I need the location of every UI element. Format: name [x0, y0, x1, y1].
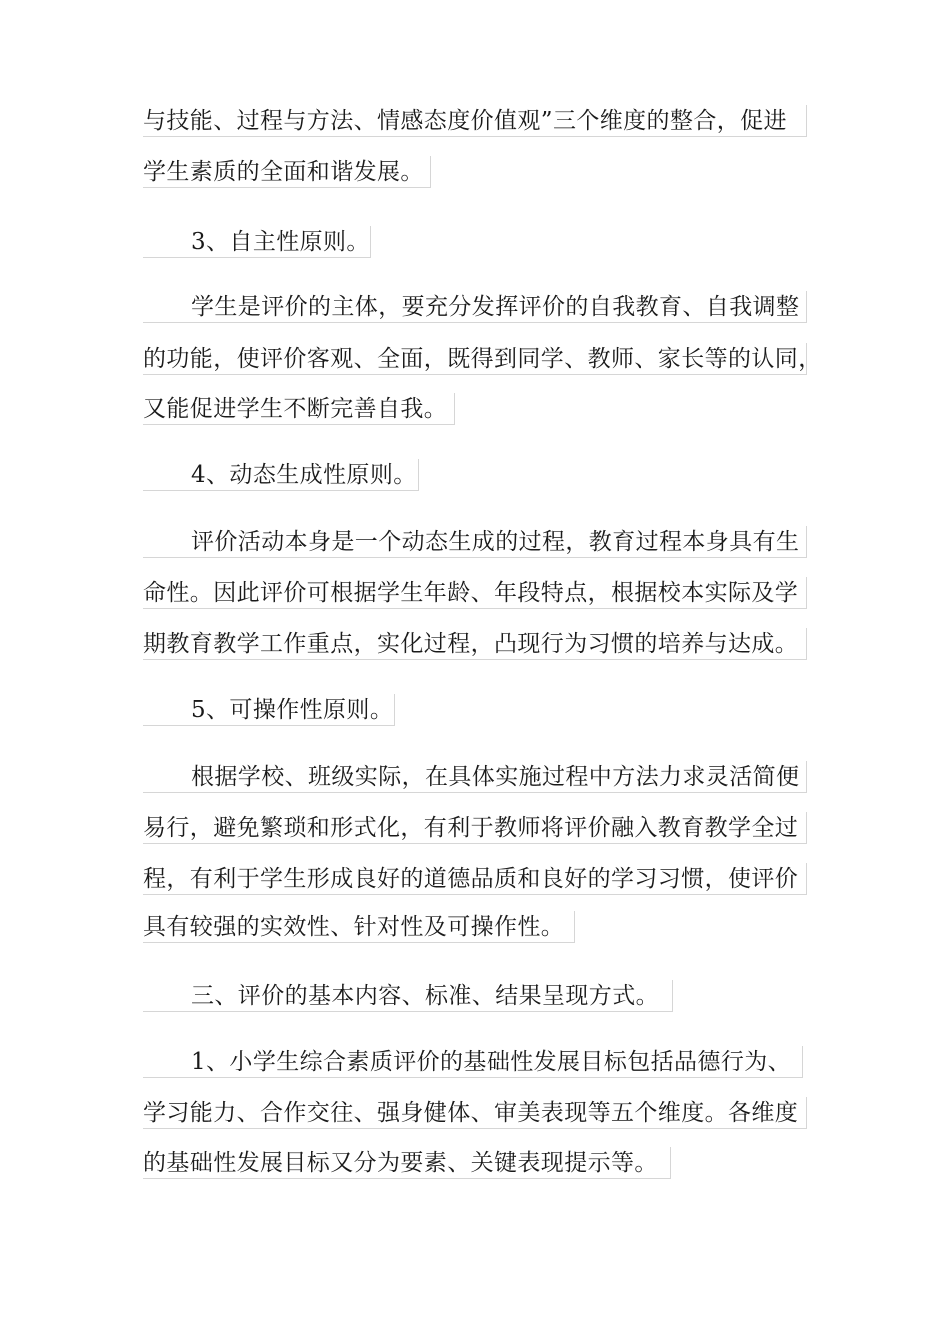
paragraph-line: 与技能、过程与方法、情感态度价值观”三个维度的整合，促进: [143, 105, 807, 137]
section-heading: 3、自主性原则。: [143, 226, 371, 258]
paragraph-line: 具有较强的实效性、针对性及可操作性。: [143, 911, 575, 943]
paragraph-line: 学生素质的全面和谐发展。: [143, 156, 431, 188]
paragraph-line: 根据学校、班级实际，在具体实施过程中方法力求灵活简便: [143, 761, 807, 793]
paragraph-line: 期教育教学工作重点，实化过程，凸现行为习惯的培养与达成。: [143, 628, 807, 660]
paragraph-line: 的基础性发展目标又分为要素、关键表现提示等。: [143, 1147, 671, 1179]
paragraph-line: 学习能力、合作交往、强身健体、审美表现等五个维度。各维度: [143, 1097, 807, 1129]
paragraph-line: 评价活动本身是一个动态生成的过程，教育过程本身具有生: [143, 526, 807, 558]
section-heading: 4、动态生成性原则。: [143, 459, 419, 491]
paragraph-line: 易行，避免繁琐和形式化，有利于教师将评价融入教育教学全过: [143, 812, 807, 844]
section-heading: 三、评价的基本内容、标准、结果呈现方式。: [143, 980, 673, 1012]
paragraph-line: 命性。因此评价可根据学生年龄、年段特点，根据校本实际及学: [143, 577, 807, 609]
paragraph-line: 程，有利于学生形成良好的道德品质和良好的学习习惯，使评价: [143, 863, 807, 895]
paragraph-line: 又能促进学生不断完善自我。: [143, 393, 455, 425]
paragraph-line: 的功能，使评价客观、全面，既得到同学、教师、家长等的认同，: [143, 343, 807, 375]
paragraph-line: 学生是评价的主体，要充分发挥评价的自我教育、自我调整: [143, 291, 807, 323]
paragraph-line: 1、小学生综合素质评价的基础性发展目标包括品德行为、: [143, 1046, 803, 1078]
section-heading: 5、可操作性原则。: [143, 694, 395, 726]
